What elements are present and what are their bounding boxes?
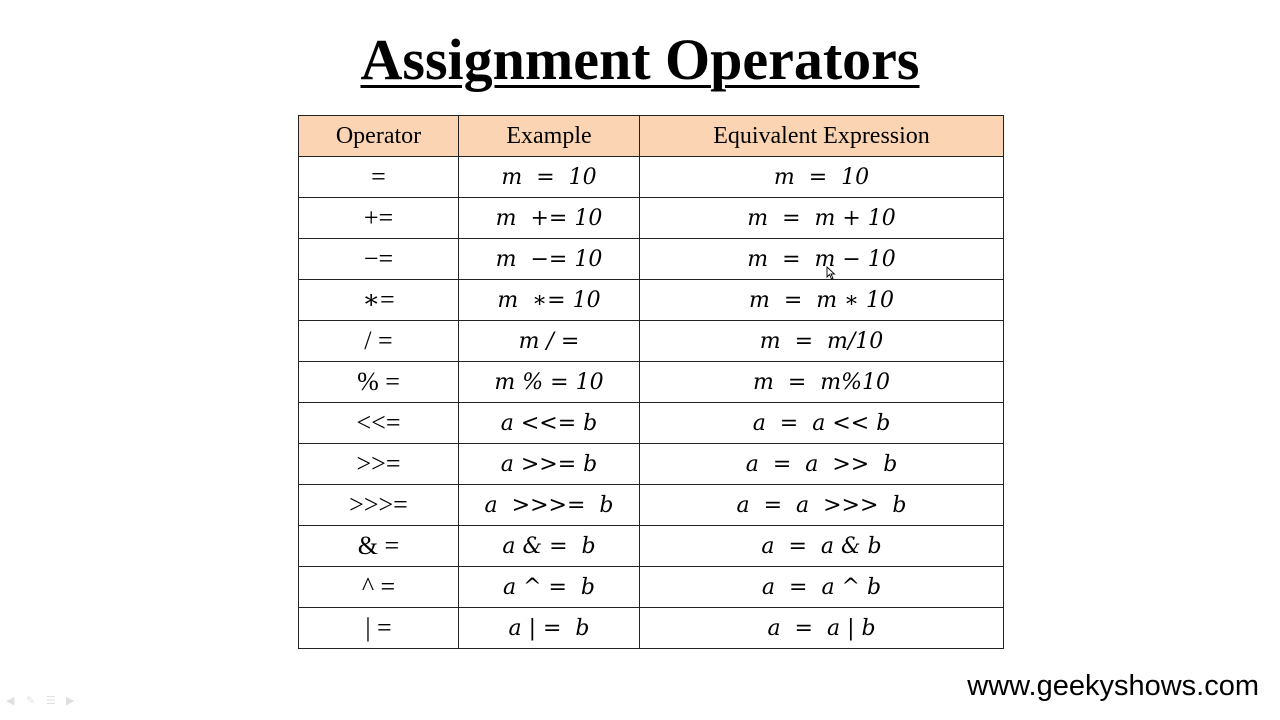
equivalent-cell: m = m%10	[640, 362, 1004, 403]
equivalent-cell: a = a & b	[640, 526, 1004, 567]
table-row	[299, 526, 1004, 567]
equivalent-cell: m = m − 10	[640, 239, 1004, 280]
table-row	[299, 157, 1004, 198]
example-cell: a >>= b	[459, 444, 640, 485]
operator-cell: % =	[299, 362, 459, 403]
operator-cell: +=	[299, 198, 459, 239]
example-cell: m / =	[459, 321, 640, 362]
equivalent-cell: m = m + 10	[640, 198, 1004, 239]
operator-cell: =	[299, 157, 459, 198]
menu-icon[interactable]: ☰	[46, 694, 56, 707]
example-cell: a ^ = b	[459, 567, 640, 608]
forward-arrow-icon[interactable]: ▶	[66, 694, 75, 707]
example-cell: m ∗= 10	[459, 280, 640, 321]
website-url: www.geekyshows.com	[967, 670, 1259, 702]
operator-cell: / =	[299, 321, 459, 362]
example-cell: m += 10	[459, 198, 640, 239]
table-row	[299, 280, 1004, 321]
page-title	[0, 24, 1280, 96]
header-example: Example	[459, 116, 640, 157]
assignment-operators-table	[298, 115, 1004, 649]
example-cell: m = 10	[459, 157, 640, 198]
operator-cell: >>>=	[299, 485, 459, 526]
operator-cell: >>=	[299, 444, 459, 485]
example-cell: a <<= b	[459, 403, 640, 444]
equivalent-cell: a = a ^ b	[640, 567, 1004, 608]
mouse-cursor-icon	[826, 266, 836, 280]
example-cell: a | = b	[459, 608, 640, 649]
example-cell: a >>>= b	[459, 485, 640, 526]
page-title-text: Assignment Operators	[360, 27, 920, 92]
back-arrow-icon[interactable]: ◀	[6, 694, 15, 707]
equivalent-cell: a = a | b	[640, 608, 1004, 649]
table-row	[299, 321, 1004, 362]
example-cell: m % = 10	[459, 362, 640, 403]
table-row	[299, 444, 1004, 485]
table-row	[299, 567, 1004, 608]
presentation-toolbar	[6, 696, 78, 706]
table-row	[299, 239, 1004, 280]
operator-cell: <<=	[299, 403, 459, 444]
operator-cell: ^ =	[299, 567, 459, 608]
operator-cell: ∗=	[299, 280, 459, 321]
table-header-row	[299, 116, 1004, 157]
pen-icon[interactable]: ✎	[26, 694, 36, 707]
equivalent-cell: a = a >>> b	[640, 485, 1004, 526]
operator-cell: & =	[299, 526, 459, 567]
equivalent-cell: m = m ∗ 10	[640, 280, 1004, 321]
header-equivalent-expression: Equivalent Expression	[640, 116, 1004, 157]
table-row	[299, 198, 1004, 239]
equivalent-cell: a = a >> b	[640, 444, 1004, 485]
example-cell: a & = b	[459, 526, 640, 567]
example-cell: m −= 10	[459, 239, 640, 280]
equivalent-cell: a = a << b	[640, 403, 1004, 444]
operator-cell: | =	[299, 608, 459, 649]
table-row	[299, 403, 1004, 444]
operator-cell: −=	[299, 239, 459, 280]
header-operator: Operator	[299, 116, 459, 157]
equivalent-cell: m = m/10	[640, 321, 1004, 362]
equivalent-cell: m = 10	[640, 157, 1004, 198]
table-row	[299, 485, 1004, 526]
table-row	[299, 608, 1004, 649]
table-row	[299, 362, 1004, 403]
